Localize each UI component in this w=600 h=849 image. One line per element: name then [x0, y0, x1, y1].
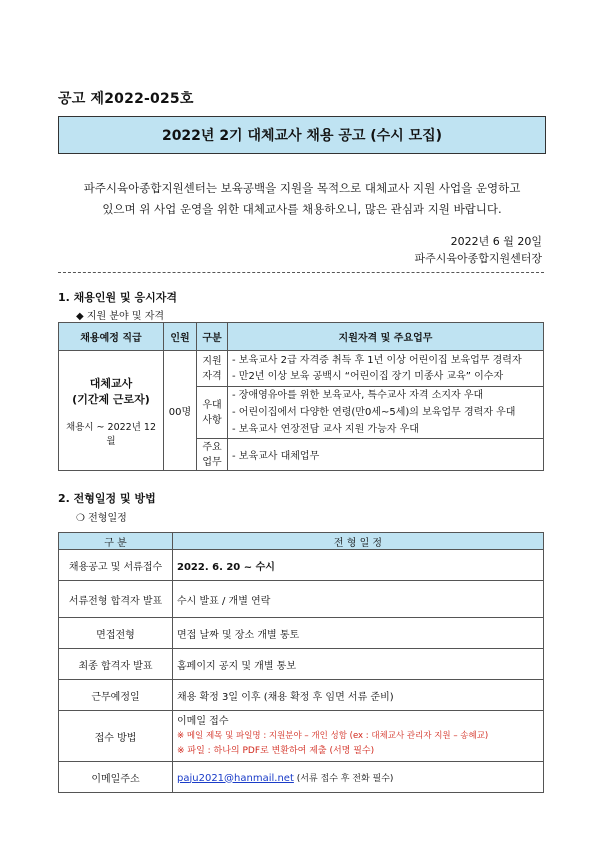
position-type: (기간제 근로자)	[72, 392, 150, 406]
apply-note: ※ 메일 제목 및 파일명 : 지원분야 – 개인 성함 (ex : 대체교사 관리자 지원 – 송혜교)	[177, 730, 489, 741]
title-text: 2022년 2기 대체교사 채용 공고 (수시 모집)	[161, 128, 443, 144]
intro-line: 있으며 위 사업 운영을 위한 대체교사를 채용하오니, 많은 관심과 지원 바랍니다.	[102, 202, 502, 216]
qualification-table	[58, 322, 544, 471]
position-period: 채용시 ~ 2022년 12월	[66, 421, 156, 447]
column-header: 채용예정 직급	[59, 323, 164, 351]
intro-line: 파주시육아종합지원센터는 보육공백을 지원을 목적으로 대체교사 지원 사업을 운영하고	[83, 181, 521, 195]
schedule-label: 서류전형 합격자 발표	[59, 581, 173, 618]
section-subheading: ❍ 전형일정	[76, 513, 127, 524]
detail-item: - 보육교사 2급 자격증 취득 후 1년 이상 어린이집 보육업무 경력자	[232, 354, 522, 366]
email-cell	[173, 762, 544, 793]
divider	[58, 272, 544, 273]
column-header: 지원자격 및 주요업무	[228, 323, 544, 351]
detail-item: - 보육교사 대체업무	[232, 451, 320, 462]
schedule-table	[58, 532, 544, 793]
detail-item: - 장애영유아를 위한 보육교사, 특수교사 자격 소지자 우대	[232, 390, 484, 401]
column-header: 구분	[197, 323, 228, 351]
schedule-label: 근무예정일	[59, 680, 173, 711]
headcount-cell: 00명	[164, 351, 197, 471]
detail-item: - 만2년 이상 보육 공백시 “어린이집 장기 미종사 교육” 이수자	[232, 370, 504, 382]
position-title: 대체교사	[89, 376, 133, 390]
notice-number: 공고 제2022-025호	[58, 91, 194, 107]
position-cell	[59, 351, 164, 471]
schedule-label: 최종 합격자 발표	[59, 649, 173, 680]
email-link[interactable]: paju2021@hanmail.net	[177, 772, 294, 784]
section-heading: 1. 채용인원 및 응시자격	[58, 291, 177, 304]
category-cell: 우대 사항	[197, 387, 228, 439]
column-header: 구 분	[59, 533, 173, 550]
apply-method-cell	[173, 711, 544, 762]
category-cell: 주요 업무	[197, 439, 228, 471]
details-cell	[228, 351, 544, 387]
schedule-value: 면접 날짜 및 장소 개별 통토	[173, 618, 544, 649]
intro-paragraph	[70, 178, 534, 220]
schedule-label: 면접전형	[59, 618, 173, 649]
apply-method: 이메일 접수	[177, 715, 229, 727]
detail-item: - 보육교사 연장전담 교사 지원 가능자 우대	[232, 424, 419, 435]
section-subheading: ◆ 지원 분야 및 자격	[76, 311, 165, 322]
schedule-value: 채용 확정 3일 이후 (채용 확정 후 임면 서류 준비)	[173, 680, 544, 711]
apply-note: ※ 파일 : 하나의 PDF로 변환하여 제출 (서명 필수)	[177, 745, 375, 756]
detail-item: - 어린이집에서 다양한 연령(만0세~5세)의 보육업무 경력자 우대	[232, 407, 516, 418]
schedule-label: 접수 방법	[59, 711, 173, 762]
column-header: 전 형 일 정	[173, 533, 544, 550]
schedule-value: 홈페이지 공지 및 개별 통보	[173, 649, 544, 680]
announcement-date: 2022년 6 월 20일	[450, 235, 542, 248]
column-header: 인원	[164, 323, 197, 351]
category-cell: 지원 자격	[197, 351, 228, 387]
section-heading: 2. 전형일정 및 방법	[58, 492, 156, 505]
schedule-label: 이메일주소	[59, 762, 173, 793]
email-note: (서류 접수 후 전화 필수)	[293, 773, 394, 784]
schedule-value: 2022. 6. 20 ~ 수시	[173, 550, 544, 581]
page-title	[58, 116, 546, 154]
details-cell	[228, 439, 544, 471]
schedule-value: 수시 발표 / 개별 연락	[173, 581, 544, 618]
schedule-label: 채용공고 및 서류접수	[59, 550, 173, 581]
organization-name: 파주시육아종합지원센터장	[414, 252, 542, 265]
details-cell	[228, 387, 544, 439]
